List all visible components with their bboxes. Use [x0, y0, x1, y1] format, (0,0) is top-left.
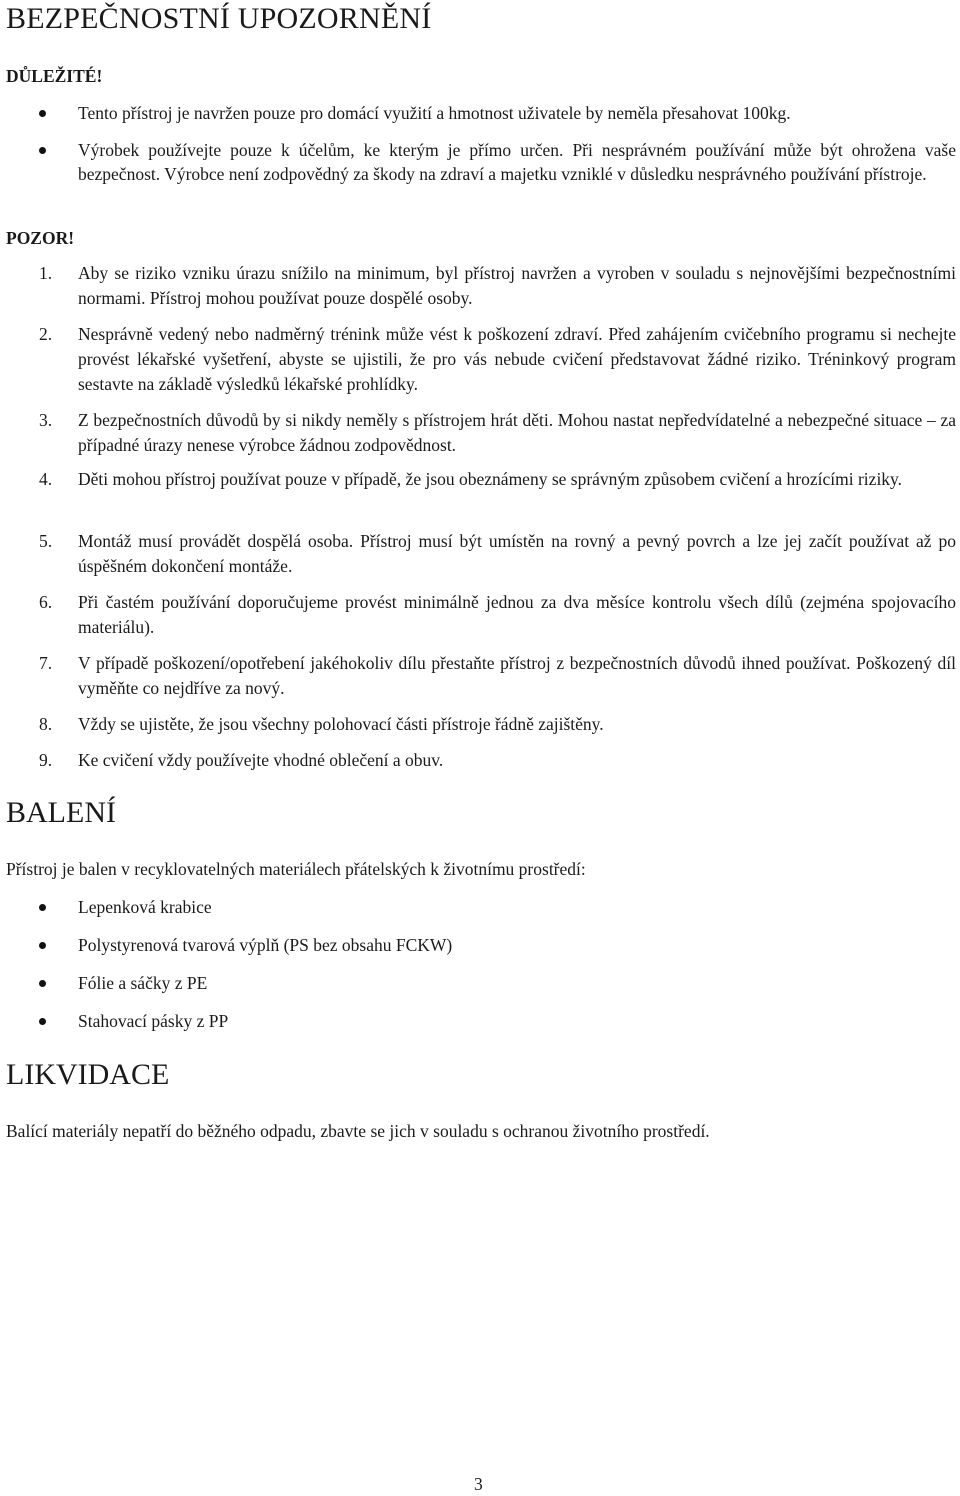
packaging-title: BALENÍ: [6, 796, 116, 829]
bullet-icon: [39, 980, 46, 987]
disposal-text: Balící materiály nepatří do běžného odpadu, zbavte se jich v souladu s ochranou životního prostředí.: [6, 1121, 710, 1141]
item-text: Vždy se ujistěte, že jsou všechny polohovací části přístroje řádně zajištěny.: [78, 714, 604, 734]
disposal-title: LIKVIDACE: [6, 1058, 170, 1091]
list-item-text: Výrobek používejte pouze k účelům, ke kterým je přímo určen. Při nesprávném používání může být ohrožena vaše bezpečnost. Výrobce není zodpovědný za škody na zdraví a majetku vzniklé v důsledku nesprávného používání přístroje.: [78, 140, 956, 184]
item-number: 8.: [39, 714, 53, 734]
item-text: Ke cvičení vždy používejte vhodné oblečení a obuv.: [78, 750, 444, 770]
numbered-item: [0, 590, 960, 640]
bullet-icon: [39, 904, 46, 911]
item-text: Aby se riziko vzniku úrazu snížilo na minimum, byl přístroj navržen a vyroben v souladu s nejnovějšími bezpečnostními normami. Přístroj mohou používat pouze dospělé osoby.: [78, 263, 956, 308]
packaging-list: [0, 895, 960, 1033]
list-item: [0, 138, 956, 186]
bullet-icon: [39, 147, 46, 154]
item-number: 7.: [39, 653, 53, 673]
bullet-icon: [39, 942, 46, 949]
item-text: Nesprávně vedený nebo nadměrný trénink může vést k poškození zdraví. Před zahájením cvičebního programu si nechejte provést lékařské vyšetření, abyste se ujistili, že pro vás nebude cvičení představovat žádné riziko. Tréninkový program sestavte na základě výsledků lékařské prohlídky.: [78, 324, 956, 394]
item-text: Z bezpečnostních důvodů by si nikdy neměly s přístrojem hrát děti. Mohou nastat nepředvídatelné a nebezpečné situace – za případné úrazy nenese výrobce žádnou zodpovědnost.: [78, 410, 956, 455]
list-item: [0, 933, 960, 957]
list-item: [0, 101, 960, 125]
item-text: Montáž musí provádět dospělá osoba. Přístroj musí být umístěn na rovný a pevný povrch a lze jej začít používat až po úspěšném dokončení montáže.: [78, 531, 956, 576]
important-label: DŮLEŽITÉ!: [6, 66, 103, 86]
list-item-text: Tento přístroj je navržen pouze pro domácí využití a hmotnost uživatele by neměla přesahovat 100kg.: [78, 103, 791, 123]
numbered-item: [0, 467, 960, 492]
numbered-item: [0, 651, 960, 701]
item-number: 3.: [39, 410, 53, 430]
numbered-item: [0, 529, 960, 579]
numbered-item: [0, 261, 960, 311]
item-number: 6.: [39, 592, 53, 612]
important-list: [0, 101, 960, 186]
packaging-intro: Přístroj je balen v recyklovatelných materiálech přátelských k životnímu prostředí:: [6, 859, 586, 879]
list-item: [0, 895, 960, 919]
list-item: [0, 971, 960, 995]
item-number: 4.: [39, 469, 53, 489]
item-text: Při častém používání doporučujeme provést minimálně jednou za dva měsíce kontrolu všech dílů (zejména spojovacího materiálu).: [78, 592, 956, 637]
list-item-text: Stahovací pásky z PP: [78, 1011, 229, 1031]
list-item-text: Lepenková krabice: [78, 897, 212, 917]
item-text: Děti mohou přístroj používat pouze v případě, že jsou obeznámeny se správným způsobem cvičení a hrozícími riziky.: [78, 469, 903, 489]
bullet-icon: [39, 1018, 46, 1025]
numbered-item: [0, 322, 960, 397]
item-number: 1.: [39, 263, 53, 283]
numbered-item: [0, 712, 960, 737]
warning-label: POZOR!: [6, 228, 75, 248]
numbered-item: [0, 748, 960, 773]
page-number: 3: [474, 1474, 483, 1494]
page-title: BEZPEČNOSTNÍ UPOZORNĚNÍ: [6, 2, 432, 35]
item-text: V případě poškození/opotřebení jakéhokoliv dílu přestaňte přístroj z bezpečnostních důvodů ihned používat. Poškozený díl vyměňte co nejdříve za nový.: [78, 653, 956, 698]
numbered-item: [0, 408, 960, 458]
list-item-text: Polystyrenová tvarová výplň (PS bez obsahu FCKW): [78, 935, 453, 955]
bullet-icon: [39, 110, 46, 117]
list-item: [0, 1009, 960, 1033]
item-number: 9.: [39, 750, 53, 770]
item-number: 2.: [39, 324, 53, 344]
item-number: 5.: [39, 531, 53, 551]
list-item-text: Fólie a sáčky z PE: [78, 973, 208, 993]
